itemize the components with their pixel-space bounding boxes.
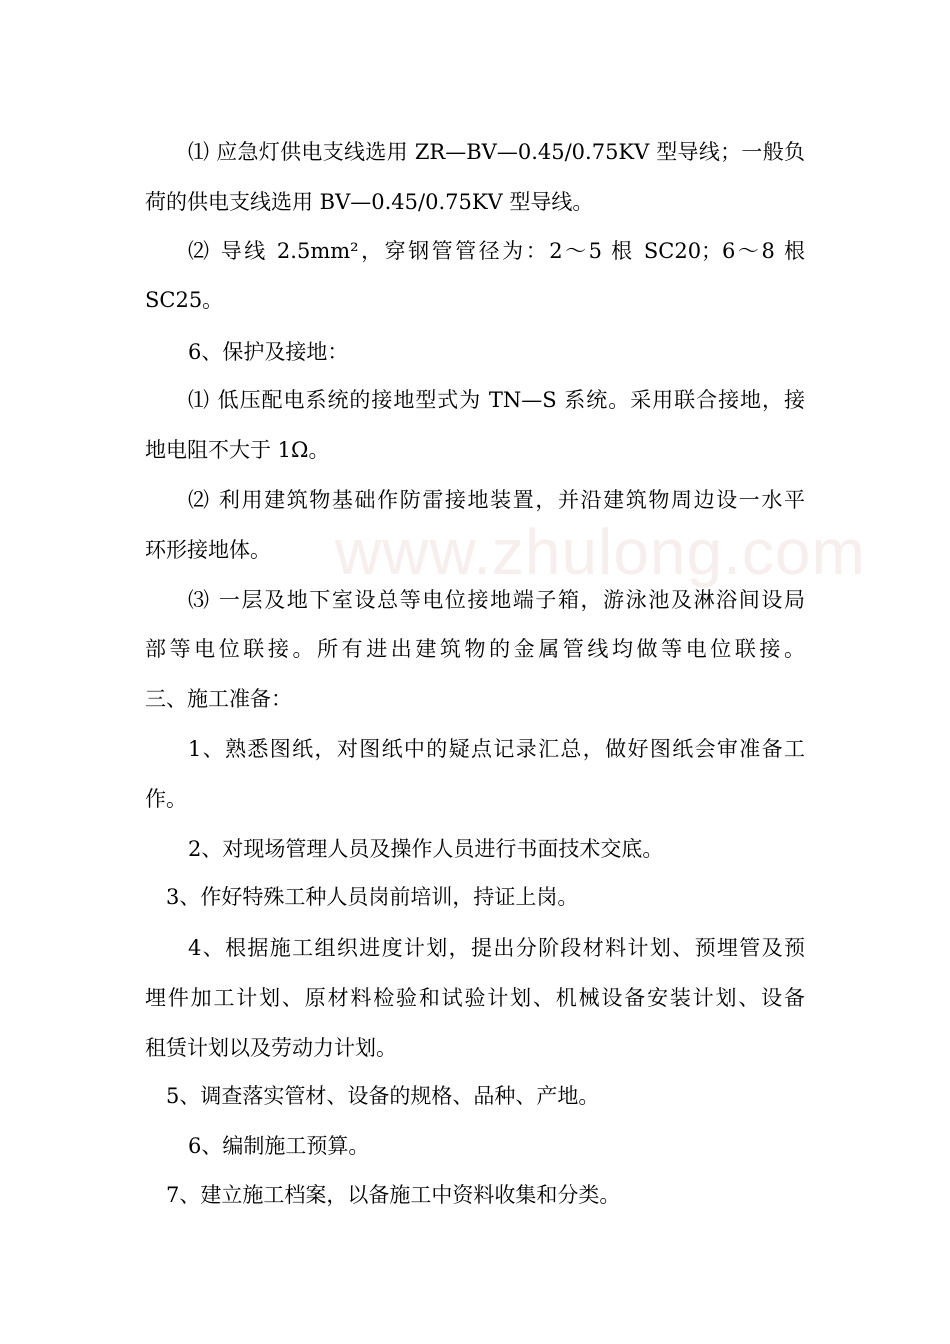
text-line: ⑶ 一层及地下室设总等电位接地端子箱，游泳池及淋浴间设局 — [188, 588, 805, 612]
section-heading: 6、保护及接地： — [188, 340, 349, 364]
text-line: 部等电位联接。所有进出建筑物的金属管线均做等电位联接。 — [145, 637, 805, 661]
text-line: 4、根据施工组织进度计划，提出分阶段材料计划、预埋管及预 — [188, 936, 805, 960]
text-line: 地电阻不大于 1Ω。 — [145, 438, 330, 462]
text-line: 3、作好特殊工种人员岗前培训，持证上岗。 — [166, 885, 579, 909]
text-line: 荷的供电支线选用 BV—0.45/0.75KV 型导线。 — [145, 190, 594, 214]
text-line: 7、建立施工档案，以备施工中资料收集和分类。 — [166, 1183, 621, 1207]
section-heading: 三、施工准备： — [145, 687, 292, 711]
text-line: ⑵ 利用建筑物基础作防雷接地装置，并沿建筑物周边设一水平 — [188, 488, 805, 512]
watermark: www.zhulong.com — [335, 516, 866, 588]
text-line: ⑴ 应急灯供电支线选用 ZR—BV—0.45/0.75KV 型导线；一般负 — [188, 140, 805, 164]
text-line: ⑵ 导线 2.5mm²，穿钢管管径为：2～5 根 SC20；6～8 根 — [188, 239, 805, 263]
text-line: SC25。 — [145, 288, 224, 312]
text-line: 5、调查落实管材、设备的规格、品种、产地。 — [166, 1084, 600, 1108]
text-line: 1、熟悉图纸，对图纸中的疑点记录汇总，做好图纸会审准备工 — [188, 737, 805, 761]
text-line: 租赁计划以及劳动力计划。 — [145, 1036, 397, 1060]
text-line: ⑴ 低压配电系统的接地型式为 TN—S 系统。采用联合接地，接 — [188, 388, 805, 412]
text-line: 埋件加工计划、原材料检验和试验计划、机械设备安装计划、设备 — [145, 986, 805, 1010]
text-line: 6、编制施工预算。 — [188, 1134, 370, 1158]
text-line: 2、对现场管理人员及操作人员进行书面技术交底。 — [188, 837, 664, 861]
text-line: 作。 — [145, 787, 187, 811]
text-line: 环形接地体。 — [145, 538, 271, 562]
